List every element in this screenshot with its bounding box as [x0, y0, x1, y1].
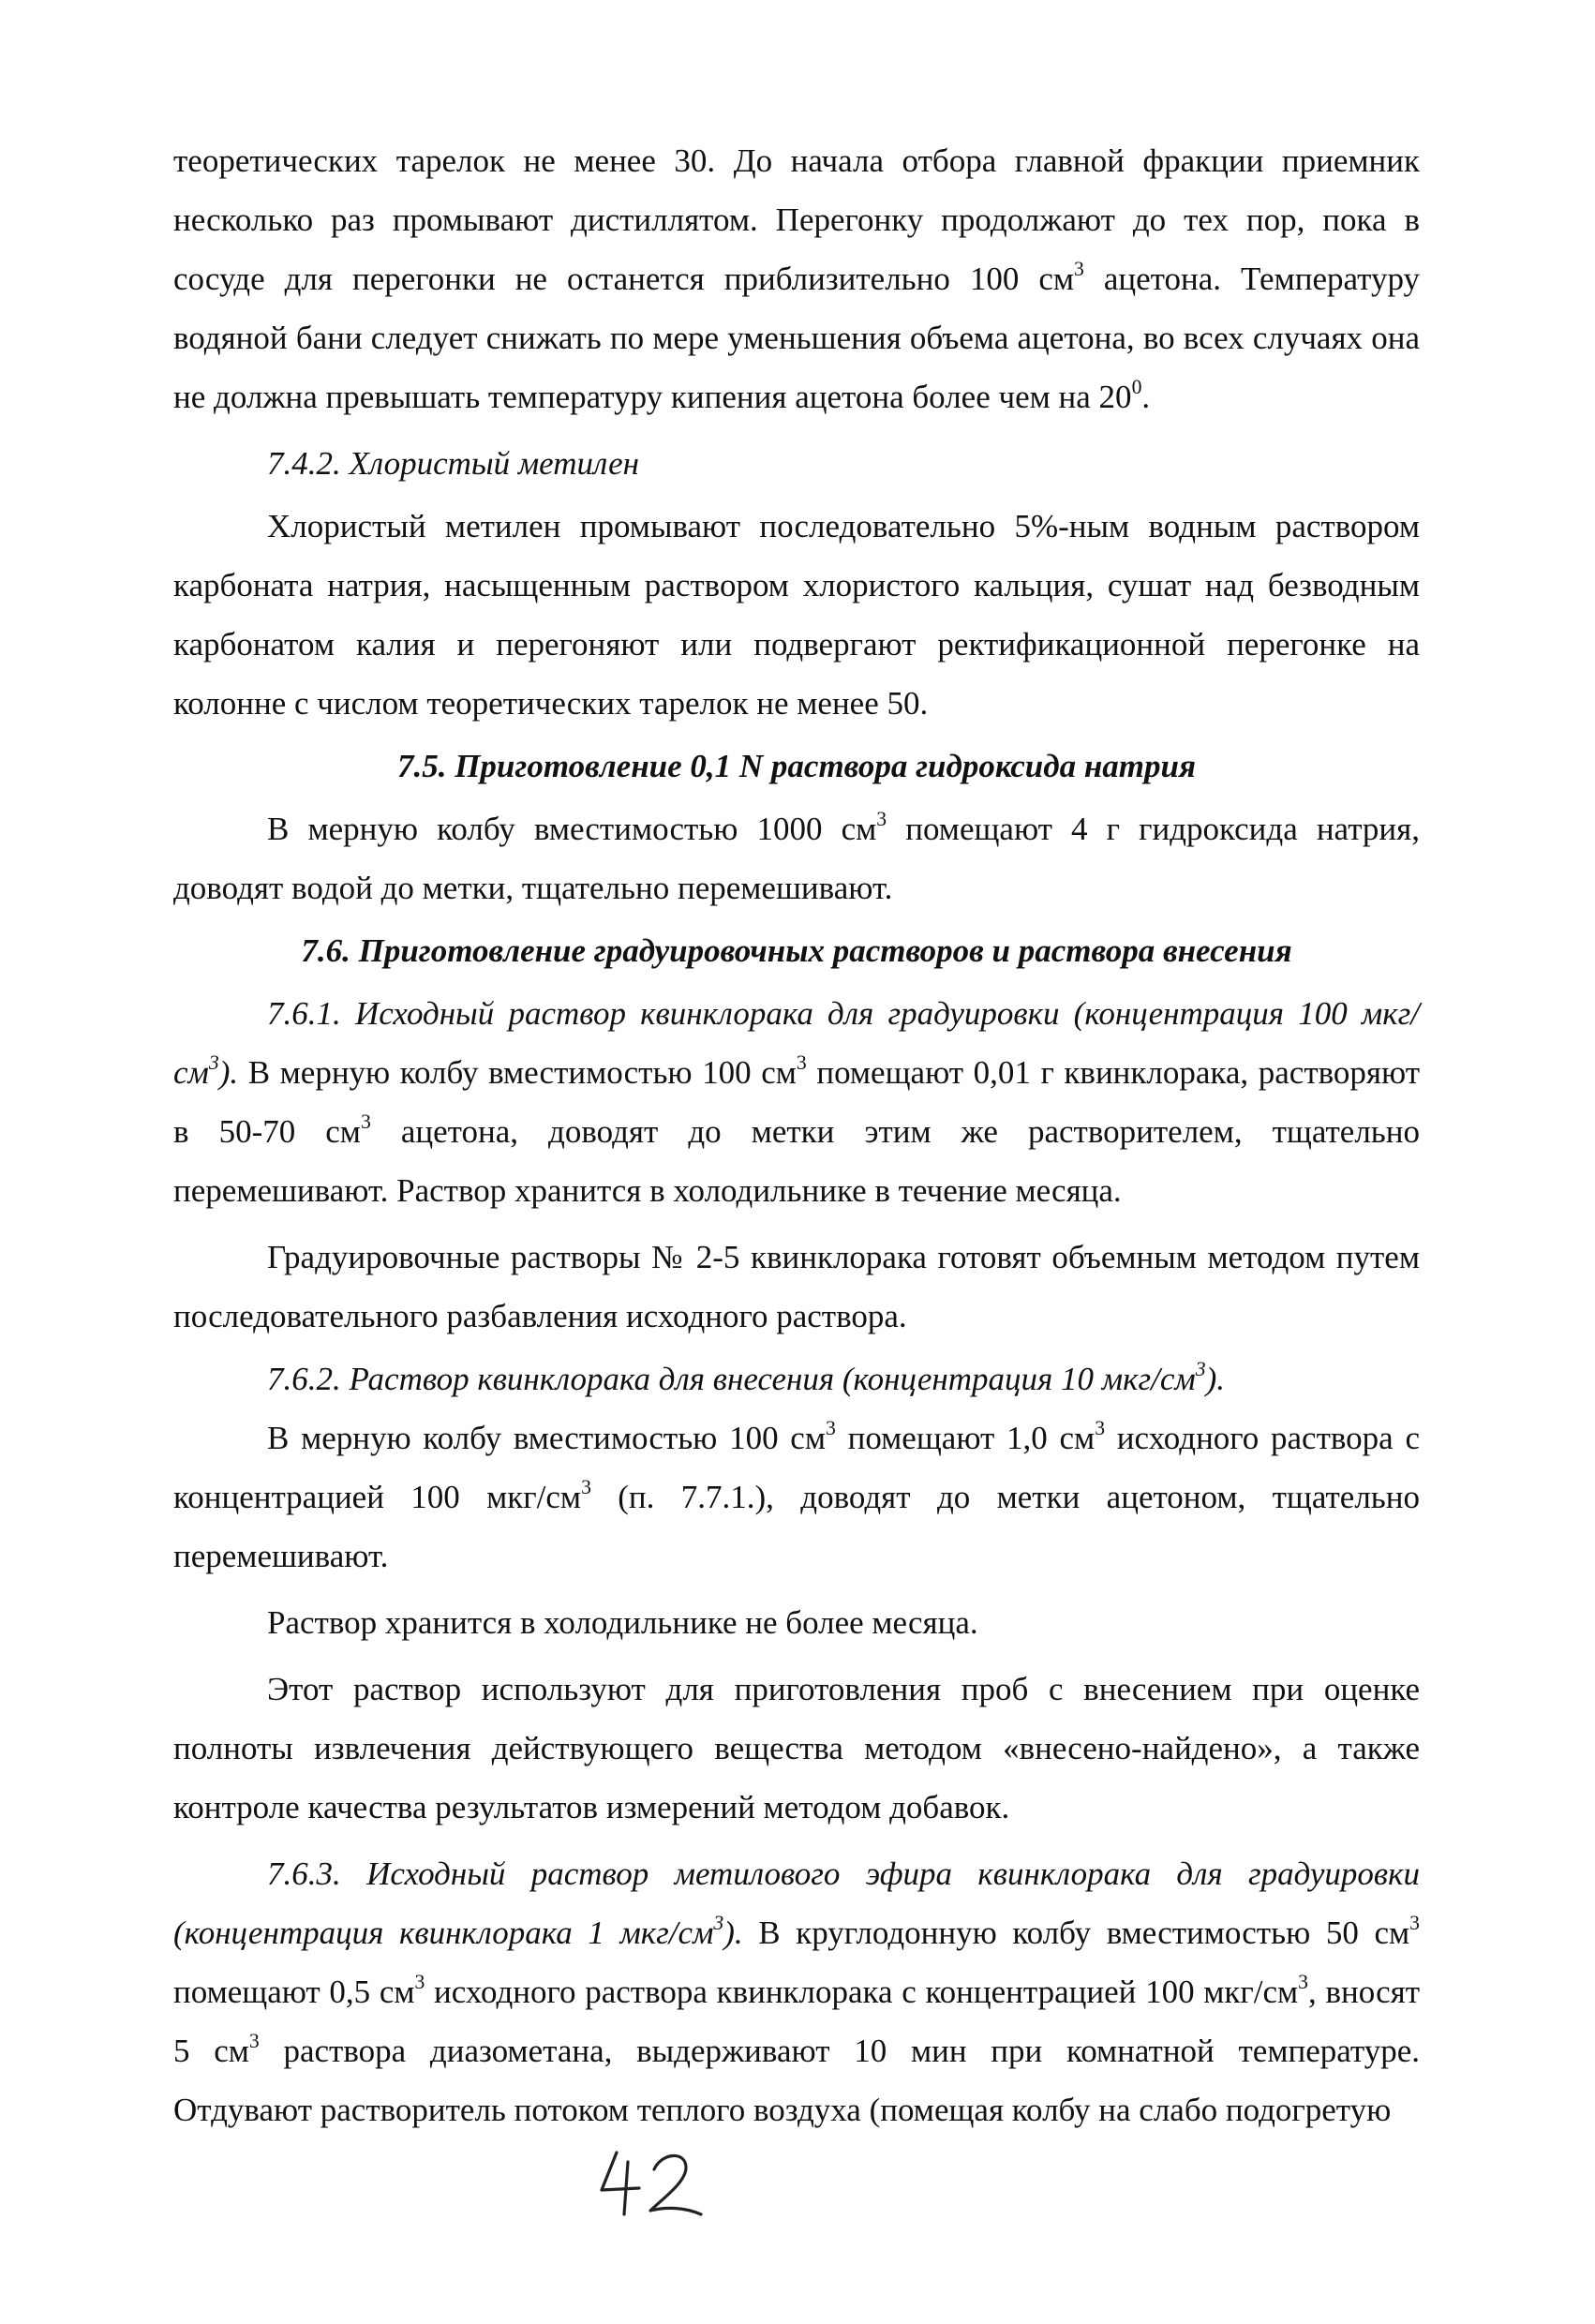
- superscript: 3: [360, 1110, 371, 1133]
- section-762-paragraph-3: Этот раствор используют для приготовления проб с внесением при оценке полноты извлечения действующего вещества методом «внесено-найдено», а также контроле качества результатов измерений методом добавок.: [173, 1671, 1420, 1825]
- section-76-title: 7.6. Приготовление градуировочных растворов и раствора внесения: [301, 932, 1292, 969]
- text-run: В мерную колбу вместимостью 100 см: [238, 1054, 797, 1091]
- superscript: 3: [876, 807, 887, 830]
- text-run: исходного раствора квинклорака с концентрацией 100 мкг/см: [425, 1974, 1299, 2010]
- text-run: .: [1141, 379, 1151, 415]
- text-run: (п. 7.7.1.), доводят до метки ацетоном, тщательно перемешивают.: [173, 1479, 1420, 1574]
- section-762-paragraph-2: Раствор хранится в холодильнике не более месяца.: [267, 1604, 978, 1641]
- text-run: помещают 0,01 г квинклорака, растворяют в 50-70 см: [173, 1054, 1420, 1150]
- text-run: 7.6.2. Раствор квинклорака для внесения (концентрация 10 мкг/см: [267, 1361, 1196, 1397]
- section-763-paragraph: [173, 1844, 1420, 2139]
- section-762-title: [173, 1349, 1420, 1408]
- section-761-paragraph-2: Градуировочные растворы № 2-5 квинклорака готовят объемным методом путем последовательного разбавления исходного раствора.: [173, 1239, 1420, 1334]
- text-run: раствора диазометана, выдерживают 10 мин при комнатной температуре. Отдувают растворитель потоком теплого воздуха (помещая колбу на слабо подогретую: [173, 2033, 1421, 2128]
- section-75-body: [173, 799, 1420, 917]
- text-run: В круглодонную колбу вместимостью 50 см: [742, 1914, 1410, 1951]
- text-run: исходного раствора с концентрацией 100 мкг/см: [173, 1420, 1420, 1515]
- superscript: 3: [1095, 1416, 1106, 1439]
- paragraph-intro: [173, 131, 1420, 426]
- text-run: помещают 0,5 см: [173, 1974, 415, 2010]
- superscript: 3: [581, 1475, 591, 1498]
- section-742-body: Хлористый метилен промывают последовательно 5%-ным водным раствором карбоната натрия, насыщенным раствором хлористого кальция, сушат над безводным карбонатом калия и перегоняют или подвергают ректификационной перегонке на колонне с числом теоретических тарелок не менее 50.: [173, 508, 1420, 722]
- section-742-title: 7.4.2. Хлористый метилен: [267, 445, 640, 482]
- text-run: ацетона. Температуру водяной бани следует снижать по мере уменьшения объема ацетона, во всех случаях она не должна превышать температуру кипения ацетона более чем на 20: [173, 261, 1420, 415]
- text-run: , вносят 5 см: [173, 1974, 1421, 2069]
- italic-title: [267, 1357, 1225, 1397]
- text-run: В мерную колбу вместимостью 1000 см: [267, 811, 877, 847]
- text-run: 7.6.3. Исходный раствор метилового эфира квинклорака для градуировки (концентрация квинклорака 1 мкг/см: [173, 1855, 1420, 1951]
- text-run: ).: [1205, 1361, 1225, 1397]
- text-run: ).: [723, 1914, 743, 1951]
- text-run: помещают 1,0 см: [835, 1420, 1096, 1456]
- section-761-paragraph: [173, 984, 1420, 1220]
- text-run: В мерную колбу вместимостью 100 см: [267, 1420, 826, 1456]
- page-number-handwritten: [581, 2141, 731, 2226]
- text-run: теоретических тарелок не менее 30. До начала отбора главной фракции приемник несколько раз промывают дистиллятом. Перегонку продолжают до тех пор, пока в сосуде для перегонки не останется приблизительно 100 см: [173, 142, 1420, 297]
- text-run: 7.6.1. Исходный раствор квинклорака для градуировки (концентрация 100 мкг/см: [173, 995, 1420, 1091]
- superscript: 0: [1131, 375, 1142, 398]
- text-run: ацетона, доводят до метки этим же растворителем, тщательно перемешивают. Раствор хранится в холодильнике в течение месяца.: [173, 1113, 1420, 1209]
- superscript: 3: [414, 1970, 425, 1993]
- section-75-title: 7.5. Приготовление 0,1 N раствора гидроксида натрия: [396, 748, 1197, 784]
- superscript: 3: [1074, 257, 1084, 280]
- superscript: 3: [796, 1050, 807, 1074]
- text-run: ).: [218, 1054, 239, 1091]
- superscript: 3: [248, 2029, 260, 2052]
- section-762-body: [173, 1408, 1420, 1586]
- superscript: 3: [208, 1050, 219, 1074]
- superscript: 3: [1409, 1911, 1420, 1934]
- superscript: 3: [826, 1416, 836, 1439]
- superscript: 3: [713, 1911, 724, 1934]
- handwritten-page-number-drawing: [581, 2141, 731, 2226]
- page-body: [173, 131, 1420, 2139]
- text-run: помещают 4 г гидроксида натрия, доводят водой до метки, тщательно перемешивают.: [173, 811, 1420, 906]
- superscript: 3: [1195, 1357, 1206, 1380]
- superscript: 3: [1298, 1970, 1309, 1993]
